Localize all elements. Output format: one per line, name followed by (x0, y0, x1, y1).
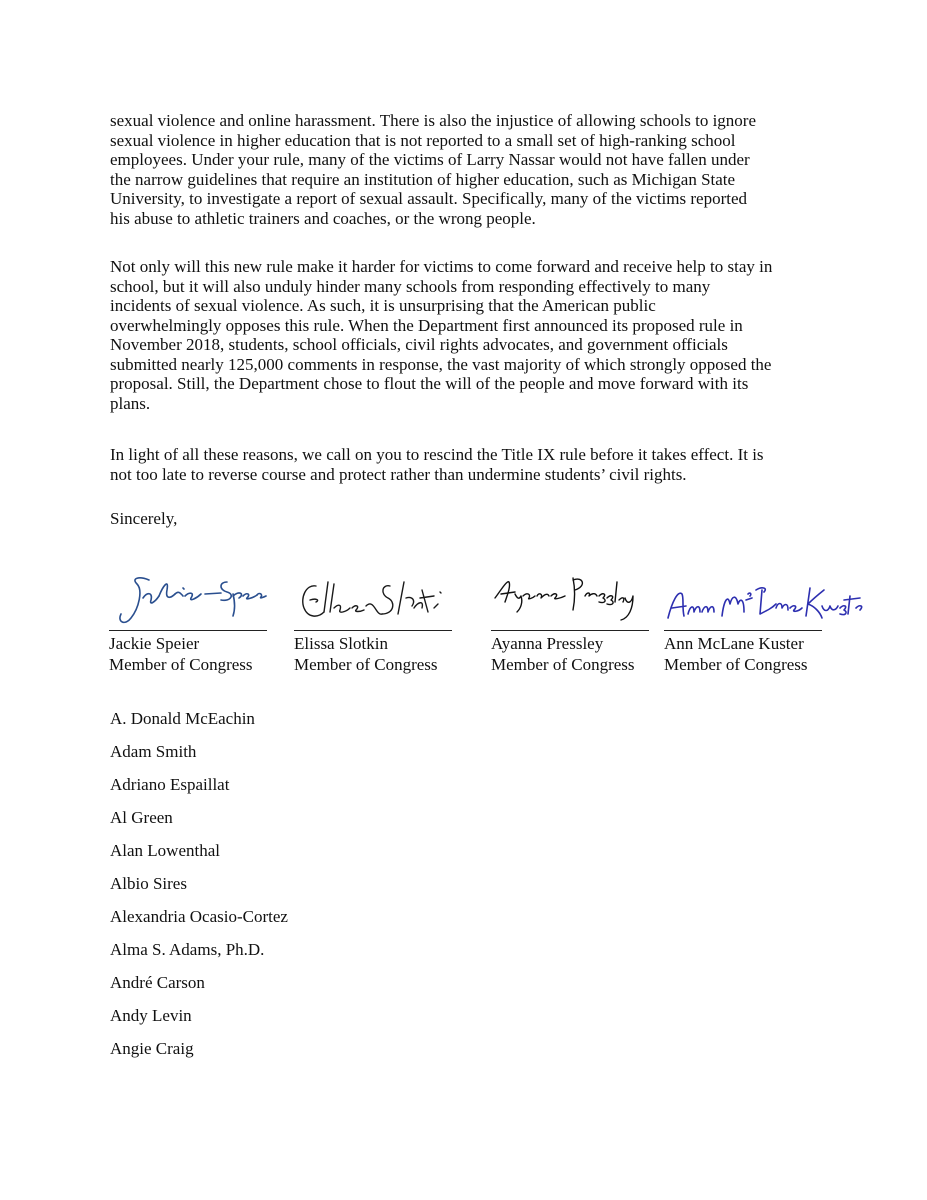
cosigner-name: Alexandria Ocasio-Cortez (110, 907, 288, 926)
paragraph-line: University, to investigate a report of sexual assault. Specifically, many of the victims reported (110, 189, 748, 208)
body-paragraph-3 (110, 445, 830, 484)
paragraph-line: sexual violence and online harassment. There is also the injustice of allowing schools to ignore (110, 111, 756, 130)
cosigner-list (110, 709, 288, 1072)
paragraph-line: sexual violence in higher education that is not reported to a small set of high-ranking school (110, 130, 736, 150)
signature-ann-mclane-kuster (664, 568, 866, 630)
body-paragraph-1 (110, 111, 830, 228)
signature-block-ayanna-pressley (491, 568, 649, 675)
signatory-title: Member of Congress (109, 655, 253, 674)
cosigner-name: Andy Levin (110, 1006, 192, 1025)
cosigner-name: Adam Smith (110, 742, 197, 761)
body-paragraph-2 (110, 257, 830, 413)
signatory-title: Member of Congress (664, 655, 808, 674)
paragraph-line: not too late to reverse course and protect rather than undermine students’ civil rights. (110, 464, 687, 484)
closing-salutation: Sincerely, (110, 509, 178, 528)
paragraph-line: school, but it will also unduly hinder many schools from responding effectively to many (110, 276, 711, 296)
signatory-title: Member of Congress (294, 655, 438, 674)
cosigner-name: Angie Craig (110, 1039, 194, 1058)
signatory-name: Elissa Slotkin (294, 634, 388, 653)
signatory-name: Ayanna Pressley (491, 634, 604, 653)
cosigner-name: Adriano Espaillat (110, 775, 230, 794)
cosigner-name: A. Donald McEachin (110, 709, 255, 728)
signature-line (491, 630, 649, 631)
signature-block-ann-mclane-kuster (664, 568, 866, 675)
paragraph-line: submitted nearly 125,000 comments in response, the vast majority of which strongly opposed the (110, 354, 772, 374)
paragraph-line: November 2018, students, school officials, civil rights advocates, and government officials (110, 335, 728, 354)
signatory-title: Member of Congress (491, 655, 635, 674)
paragraph-line: employees. Under your rule, many of the victims of Larry Nassar would not have fallen under (110, 150, 750, 169)
paragraph-line: plans. (110, 393, 151, 413)
signature-ayanna-pressley (491, 568, 641, 630)
cosigner-name: Al Green (110, 808, 173, 827)
signatory-name: Jackie Speier (109, 634, 200, 653)
signature-elissa-slotkin (294, 568, 452, 630)
paragraph-line: proposal. Still, the Department chose to flout the will of the people and move forward with its (110, 374, 749, 393)
signature-line (294, 630, 452, 631)
paragraph-line: In light of all these reasons, we call on you to rescind the Title IX rule before it takes effect. It is (110, 445, 764, 464)
paragraph-line: Not only will this new rule make it harder for victims to come forward and receive help to stay in (110, 257, 773, 276)
paragraph-line: the narrow guidelines that require an institution of higher education, such as Michigan State (110, 169, 736, 189)
signature-line (109, 630, 267, 631)
signature-jackie-speier (109, 568, 267, 630)
signature-block-elissa-slotkin (294, 568, 452, 675)
cosigner-name: Albio Sires (110, 874, 187, 893)
cosigner-name: Alan Lowenthal (110, 841, 220, 860)
cosigner-name: Alma S. Adams, Ph.D. (110, 940, 265, 959)
paragraph-line: his abuse to athletic trainers and coaches, or the wrong people. (110, 208, 536, 228)
signatory-name: Ann McLane Kuster (664, 634, 804, 653)
signature-block-jackie-speier (109, 568, 267, 675)
signature-line (664, 630, 822, 631)
cosigner-name: André Carson (110, 973, 205, 992)
paragraph-line: overwhelmingly opposes this rule. When the Department first announced its proposed rule in (110, 315, 743, 335)
paragraph-line: incidents of sexual violence. As such, it is unsurprising that the American public (110, 296, 656, 315)
